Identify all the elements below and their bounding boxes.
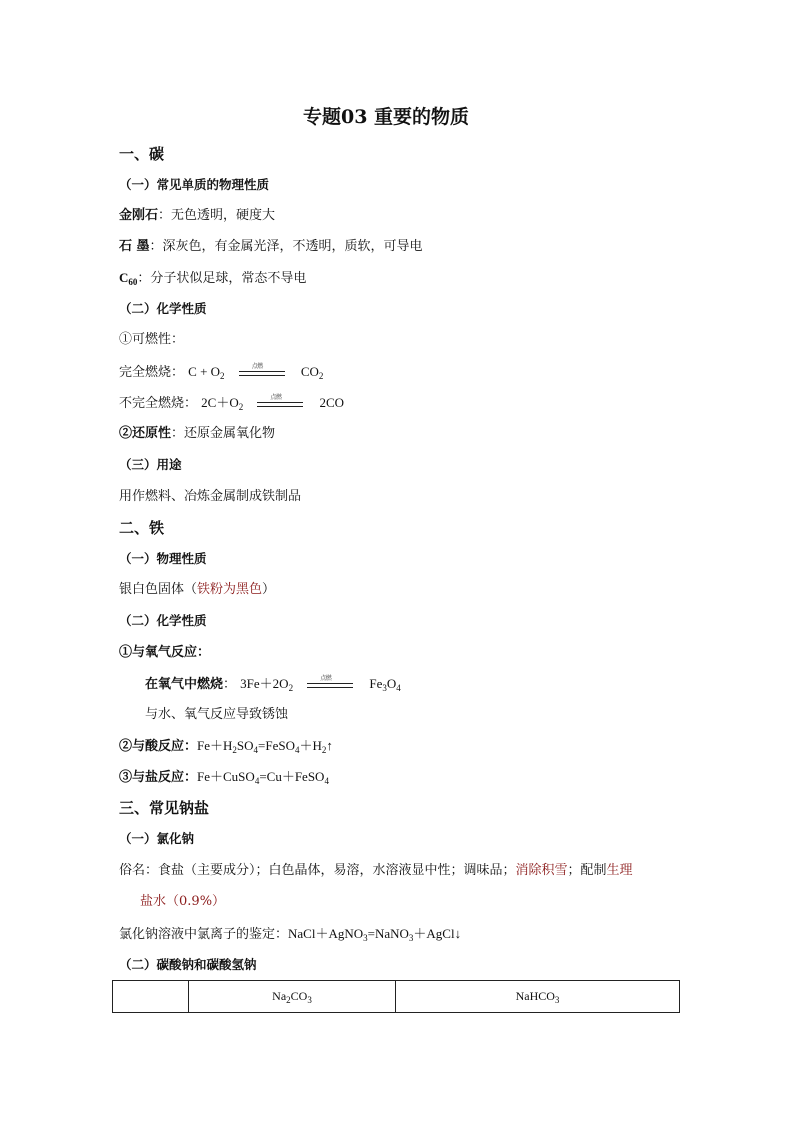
acid-equation: $Fe+H_2SO_4=FeSO_4+H_2↑$ xyxy=(197,738,333,755)
diamond-text: ：无色透明，硬度大 xyxy=(158,208,276,223)
equation-reactants: $2C+O_2$ xyxy=(201,395,244,412)
graphite-text: ：深灰色，有金属光泽，不透明，质软，可导电 xyxy=(149,239,423,254)
carbonate-comparison-table xyxy=(112,980,680,1013)
c60-line xyxy=(119,270,306,287)
equation-reactants: $3Fe+2O_2$ xyxy=(240,676,294,693)
acid-reaction-label: ②与酸反应： xyxy=(119,739,198,754)
table-header-blank xyxy=(113,981,189,1013)
subheading-iron-physical: （一）物理性质 xyxy=(119,551,207,566)
table-header-na2co3: $Na_2CO_3$ xyxy=(189,981,396,1013)
table-header-nahco3: NaHCO$_3$ xyxy=(396,981,680,1013)
flammability-label: ①可燃性： xyxy=(119,332,185,347)
iron-physical-text: 银白色固体（铁粉为黑色） xyxy=(119,582,276,597)
chloride-test-label: 氯化钠溶液中氯离子的鉴定： xyxy=(119,927,289,942)
reaction-condition-arrow: 点燃 xyxy=(257,399,303,409)
complete-combustion-equation xyxy=(119,364,323,381)
rust-text: 与水、氧气反应导致锈蚀 xyxy=(145,707,289,722)
equation-products: 2CO xyxy=(319,395,345,410)
salt-reaction-label: ③与盐反应： xyxy=(119,770,198,785)
snow-removal-note: 消除积雪 xyxy=(515,863,568,878)
saline-concentration: （0.9%） xyxy=(166,894,226,909)
burning-label: 在氧气中燃烧 xyxy=(145,677,224,692)
incomplete-combustion-equation xyxy=(119,395,344,412)
incomplete-combustion-label: 不完全燃烧： xyxy=(119,396,198,411)
equation-reactants: $C + O_2$ xyxy=(188,364,225,381)
page-title: 专题03 重要的物质 xyxy=(303,106,470,128)
c60-label: $C_{60}$ xyxy=(119,270,138,287)
chloride-test-equation: NaCl＋AgNO$_3$=NaNO$_3$＋AgCl↓ xyxy=(288,926,462,943)
section-heading-iron: 二、铁 xyxy=(119,519,165,537)
subheading-sodium-chloride: （一）氯化钠 xyxy=(119,831,195,846)
uses-text: 用作燃料、冶炼金属制成铁制品 xyxy=(119,489,302,504)
reducing-label: ②还原性 xyxy=(119,426,172,441)
iron-burning-equation: 在氧气中燃烧： $3Fe+2O_2$ 点燃 $Fe_3O_4$ xyxy=(145,674,401,693)
reaction-condition-arrow: 点燃 xyxy=(239,368,285,378)
diamond-label: 金刚石 xyxy=(119,208,159,223)
graphite-line xyxy=(119,239,423,255)
section-heading-carbon: 一、碳 xyxy=(119,145,165,163)
diamond-line xyxy=(119,208,275,224)
oxygen-reaction-label: ①与氧气反应： xyxy=(119,645,211,660)
subheading-chemical-properties: （二）化学性质 xyxy=(119,301,207,316)
reducing-text: ：还原金属氧化物 xyxy=(171,426,276,441)
c60-text: ：分子状似足球，常态不导电 xyxy=(137,271,307,286)
table-row xyxy=(113,981,680,1013)
equation-products: $Fe_3O_4$ xyxy=(369,676,401,693)
equation-products: $CO_2$ xyxy=(300,364,324,381)
subheading-iron-chemical: （二）化学性质 xyxy=(119,613,207,628)
chloride-test-line xyxy=(119,926,461,943)
salt-equation: Fe＋CuSO$_4$=Cu＋FeSO$_4$ xyxy=(197,769,329,786)
salt-reaction-line xyxy=(119,769,329,786)
graphite-label: 石 墨 xyxy=(119,239,150,254)
subheading-carbonates: （二）碳酸钠和碳酸氢钠 xyxy=(119,957,257,972)
subheading-uses: （三）用途 xyxy=(119,457,182,472)
nacl-description-line1: 俗名：食盐（主要成分）；白色晶体，易溶，水溶液显中性；调味品；消除积雪；配制生理 xyxy=(119,863,633,878)
subheading-physical-properties: （一）常见单质的物理性质 xyxy=(119,177,270,192)
section-heading-sodium-salts: 三、常见钠盐 xyxy=(119,799,210,817)
nacl-description-line2: 盐水（0.9%） xyxy=(140,894,226,909)
acid-reaction-line xyxy=(119,738,333,755)
complete-combustion-label: 完全燃烧： xyxy=(119,365,185,380)
reaction-condition-arrow: 点燃 xyxy=(307,680,353,690)
saline-note: 生理 xyxy=(606,863,633,878)
iron-powder-note: 铁粉为黑色 xyxy=(197,582,263,597)
reducing-line xyxy=(119,426,275,442)
